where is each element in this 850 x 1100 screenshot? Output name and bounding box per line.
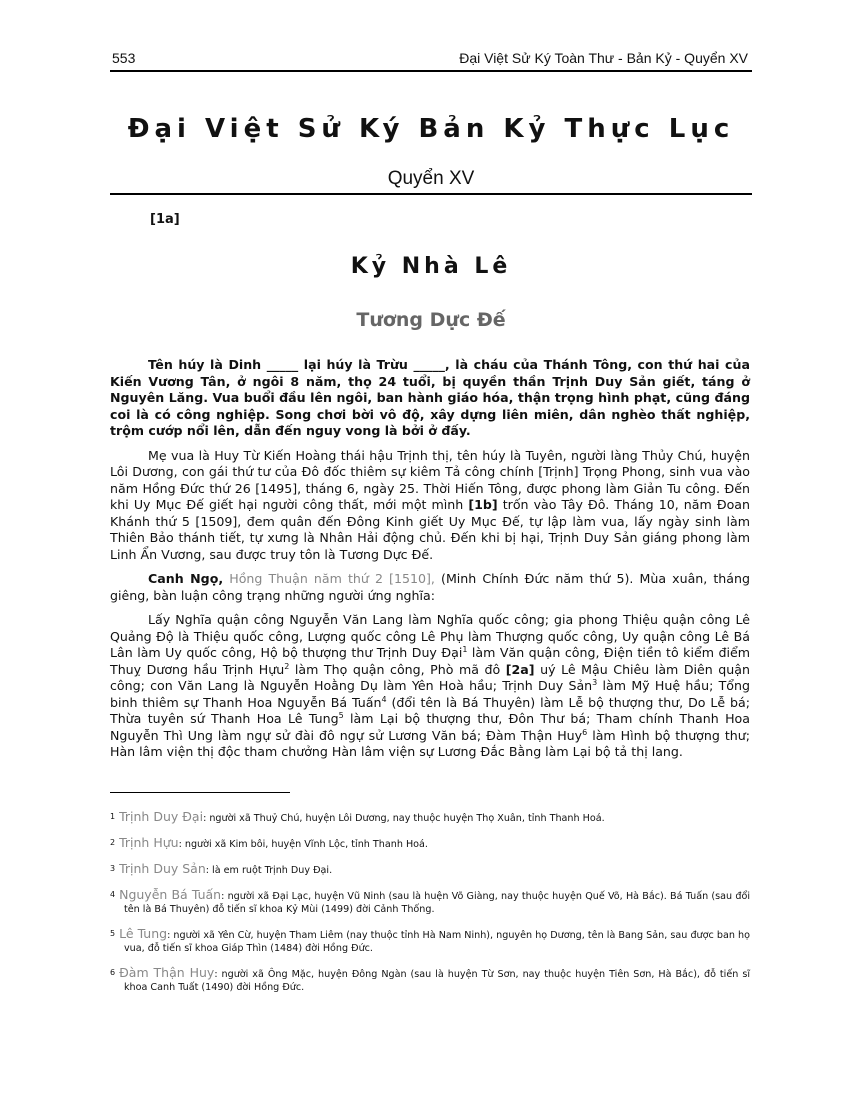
footnote-text: : người xã Yên Cừ, huyện Tham Liêm (nay thuộc tỉnh Hà Nam Ninh), nguyên họ Dương, tên là Bang Sản, sau được ban họ vua, đỗ tiến sĩ khoa Giáp Thìn (1484) đời Hồng Đức.	[124, 930, 750, 954]
footnote-number: 2	[110, 838, 116, 847]
footnote	[110, 836, 750, 851]
header-rule	[110, 70, 752, 72]
footnote-number: 3	[110, 864, 116, 873]
footnote-name: Lê Tung	[119, 926, 168, 941]
text-span: làm Lại bộ thượng thư, Đôn Thư bá; Tham chính Thanh Hoa Nguyễn Thì Ung làm ngự sử đài đô ngự sử Lương Văn bá; Đàm Thận Huy	[110, 711, 750, 743]
footnote-number: 5	[110, 929, 116, 938]
footnote-ref[interactable]: 1	[462, 645, 468, 654]
footnote-ref[interactable]: 5	[338, 711, 344, 720]
footnote-text: : người xã Ông Mặc, huyện Đông Ngàn (sau là huyện Từ Sơn, nay thuộc huyện Tiên Sơn, Hà Bắc), đỗ tiến sĩ khoa Canh Tuất (1490) đời Hồng Đức.	[124, 969, 750, 993]
footnote	[110, 810, 750, 825]
footnote	[110, 862, 750, 877]
dynasty-heading: Kỷ Nhà Lê	[350, 254, 512, 279]
folio-marker: [2a]	[505, 661, 535, 677]
footnote-name: Trịnh Hựu	[119, 835, 179, 850]
footnote-name: Trịnh Duy Sản	[119, 861, 206, 876]
text-span: uý Lê Mậu Chiêu làm Diên quận công; con Văn Lang là Nguyễn Hoằng Dụ làm Yên Hoà hầu; Trịnh Duy Sản	[110, 661, 750, 693]
footnote	[110, 888, 750, 916]
era-label: Hồng Thuận năm thứ 2 [1510],	[229, 571, 435, 586]
footnote-text: : người xã Kim bôi, huyện Vĩnh Lộc, tỉnh Thanh Hoá.	[178, 839, 428, 850]
footnote-ref[interactable]: 6	[582, 727, 588, 737]
running-title: Đại Việt Sử Ký Toàn Thư - Bản Kỷ - Quyển XV	[459, 50, 748, 66]
footnote-number: 1	[110, 812, 116, 821]
text-span: (Minh Chính Đức năm thứ 5). Mùa xuân, tháng giêng, bàn luận công trạng những người ứng nghĩa:	[110, 571, 750, 603]
page-number: 553	[112, 50, 136, 66]
footnote-ref[interactable]: 4	[381, 694, 387, 704]
text-span: làm Thọ quận công, Phò mã đô	[294, 661, 501, 677]
text-span: (đổi tên là Bá Thuyên) làm Lễ bộ thượng thư, Do Lễ bá; Thừa tuyên sứ Thanh Hoa Lê Tung	[110, 694, 750, 726]
text-span: làm Mỹ Huệ hầu; Tổng binh thiêm sự Thanh Hoa Nguyễn Bá Tuấn	[110, 678, 750, 710]
footnote-text: : là em ruột Trịnh Duy Đại.	[205, 865, 333, 876]
footnote	[110, 966, 750, 994]
text-span: Mẹ vua là Huy Từ Kiến Hoàng thái hậu Trịnh thị, tên húy là Tuyên, người làng Thủy Chú, huyện Lôi Dương, con gái thứ tư của Đô đốc thiêm sự kiêm Tả công chính [Trịnh] Trọng Phong, sinh vua vào năm Hồng Đức thứ 26 [1495], tháng 6, ngày 25. Thời Hiến Tông, được phong làm Giản Tu công. Đến khi Uy Mục Đế giết hại người công thất, mới một mình	[110, 447, 750, 512]
year-label: Canh Ngọ,	[148, 571, 224, 586]
biography-paragraph	[110, 448, 750, 564]
book-title: Đại Việt Sử Ký Bản Kỷ Thực Lục	[127, 114, 735, 144]
footnote-ref[interactable]: 2	[284, 661, 290, 671]
footnote-number: 4	[110, 890, 116, 899]
footnotes	[110, 810, 750, 1005]
footnote-rule	[110, 792, 290, 793]
footnote-name: Nguyễn Bá Tuấn	[119, 887, 222, 902]
folio-marker: [1a]	[150, 212, 180, 227]
footnote-ref[interactable]: 3	[592, 678, 598, 687]
year-entry-paragraph	[110, 571, 750, 604]
footnote-text: : người xã Đại Lạc, huyện Vũ Ninh (sau là huện Võ Giàng, nay thuộc huyện Quế Võ, Hà Bắc). Bá Tuấn (sau đổi tên là Bá Thuyên) đỗ tiến sĩ khoa Kỷ Mùi (1499) đời Cảnh Thống.	[124, 891, 750, 915]
footnote-text: : người xã Thuỷ Chú, huyện Lôi Dương, nay thuộc huyện Thọ Xuân, tỉnh Thanh Hoá.	[203, 813, 605, 824]
text-span: Lấy Nghĩa quận công Nguyễn Văn Lang làm Nghĩa quốc công; gia phong Thiệu quận công Lê Quảng Độ là Thiệu quốc công, Lượng quốc công Lê Phụ làm Thượng quốc công, Uy quận công Lê Bá Lân làm Uy quốc công, Hộ bộ thượng thư Trịnh Duy Đại	[110, 612, 750, 660]
footnote-name: Đàm Thận Huy	[119, 965, 215, 980]
footnote-name: Trịnh Duy Đại	[119, 809, 204, 824]
reign-heading: Tương Dực Đế	[356, 309, 506, 331]
footnote	[110, 927, 750, 955]
body-text	[110, 357, 750, 769]
folio-marker: [1b]	[468, 497, 498, 512]
summary-paragraph: Tên húy là Dinh _____ lại húy là Trừu _____, là cháu của Thánh Tông, con thứ hai của Kiến Vương Tân, ở ngôi 8 năm, thọ 24 tuổi, bị quyền thần Trịnh Duy Sản giết, táng ở Nguyên Lăng. Vua buổi đầu lên ngôi, ban hành giáo hóa, thận trọng hình phạt, cũng đáng coi là có công nghiệp. Song chơi bời vô độ, xây dựng liên miên, dân nghèo thất nghiệp, trộm cướp nổi lên, dẫn đến nguy vong là bởi ở đấy.	[110, 357, 750, 438]
text-span: làm Văn quận công, Điện tiền tô kiểm điểm Thuỵ Dương hầu Trịnh Hựu	[110, 645, 750, 677]
volume-subtitle: Quyển XV	[387, 168, 475, 189]
running-header	[110, 48, 752, 70]
footnote-number: 6	[110, 968, 116, 977]
text-span: trốn vào Tây Đô. Tháng 10, năm Đoan Khánh thứ 5 [1509], đem quân đến Đông Kinh giết Uy Mục Đế, tự lập làm vua, lấy ngày sinh làm Thiên Bảo thánh tiết, tự xưng là Nhân Hải động chủ. Đến khi bị hại, Trịnh Duy Sản giáng phong làm Linh Ẩn Vương, sau được truy tôn là Tương Dực Đế.	[110, 497, 751, 562]
title-rule	[110, 193, 752, 195]
text-span: làm Hình bộ thượng thư; Hàn lâm viện thị độc tham chưởng Hàn lâm viện sự Lương Đắc Bằng làm Lại bộ tả thị lang.	[110, 727, 750, 759]
appointments-paragraph	[110, 612, 750, 761]
